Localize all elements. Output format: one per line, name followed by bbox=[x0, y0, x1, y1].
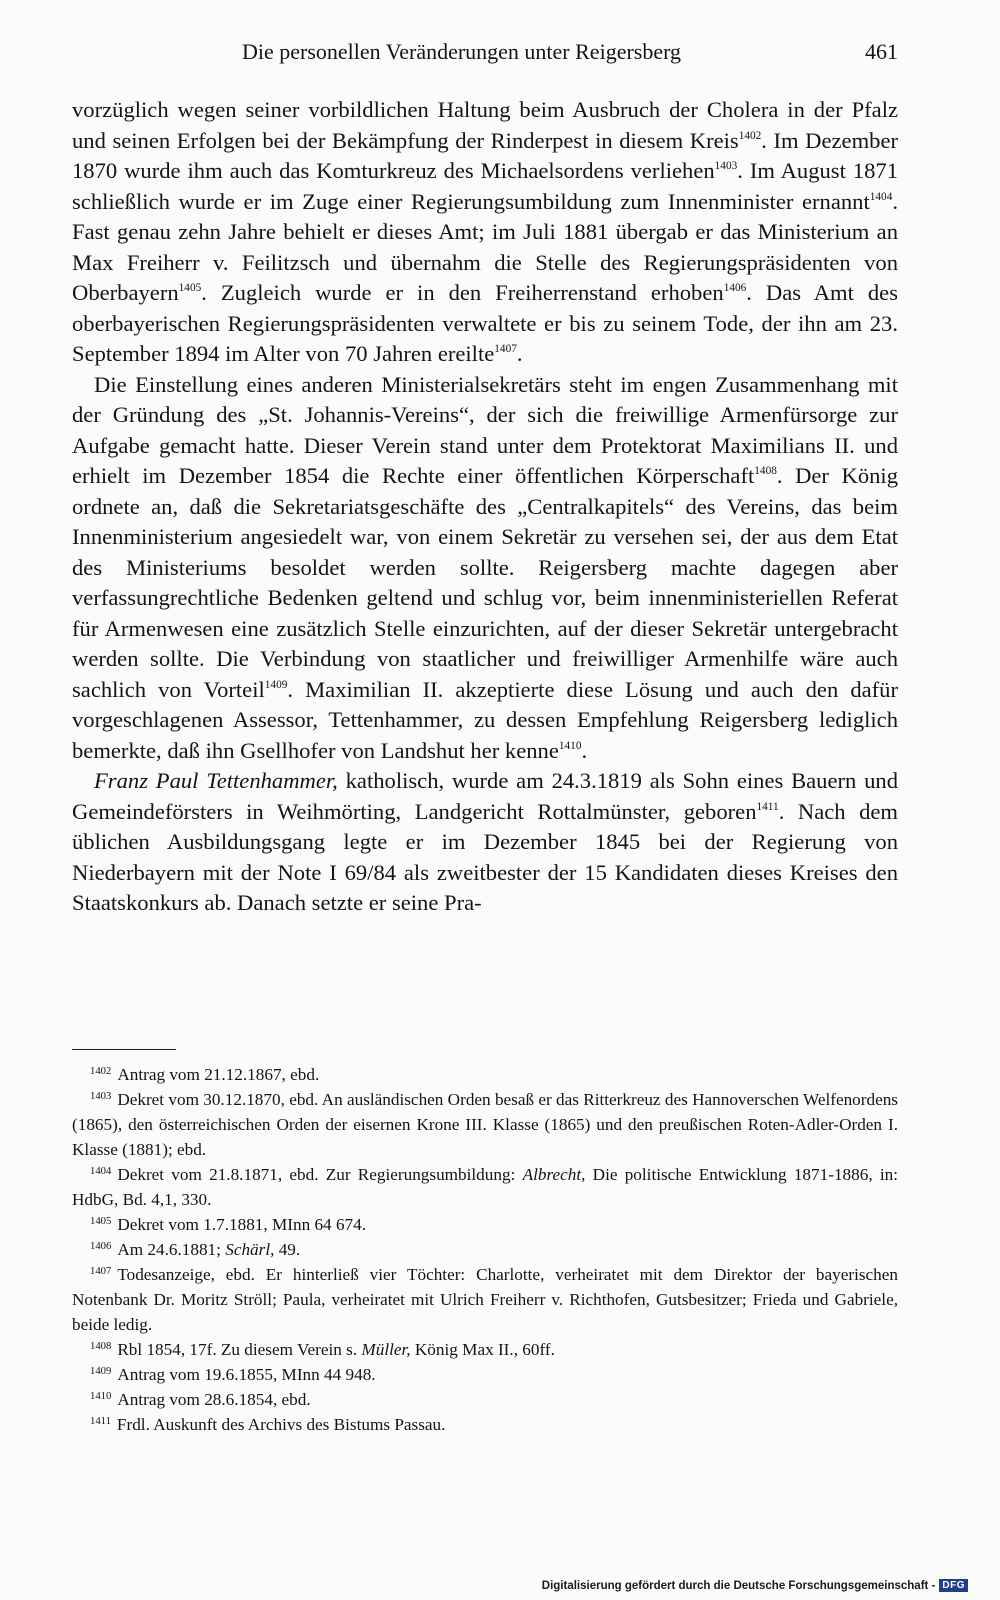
footnote-number: 1403 bbox=[90, 1091, 112, 1103]
body-text bbox=[72, 95, 898, 919]
footnote-ref: 1403 bbox=[714, 159, 738, 172]
footnote-number: 1408 bbox=[90, 1341, 112, 1353]
footnote-ref: 1407 bbox=[494, 342, 517, 355]
running-title: Die personellen Veränderungen unter Reigersberg bbox=[242, 39, 682, 64]
footnote bbox=[72, 1362, 898, 1387]
footnote bbox=[72, 1387, 898, 1412]
running-head bbox=[72, 36, 898, 68]
footnote-number: 1407 bbox=[90, 1266, 112, 1278]
digitization-credit bbox=[542, 1579, 968, 1592]
footnote bbox=[72, 1062, 898, 1087]
footnote bbox=[72, 1337, 898, 1362]
text-run: . Nach dem üblichen Ausbildungsgang legte er im Dezember 1845 bei der Regierung von Niederbayern mit der Note I 69/84 als zweitbester der 15 Kandidaten dieses Kreises den Staatskonkurs ab. Danach setzte er seine Pra- bbox=[72, 798, 898, 915]
footnote-ref: 1409 bbox=[264, 678, 288, 691]
cited-author: Schärl, bbox=[225, 1240, 275, 1259]
text-run: . Maximilian II. akzeptierte diese Lösung und auch den dafür vorgeschlagenen Assessor, Tettenhammer, zu dessen Empfehlung Reigersberg lediglich bemerkte, daß ihn Gsellhofer von Landshut her kenne bbox=[72, 676, 899, 763]
person-name: Franz Paul Tettenhammer, bbox=[94, 768, 338, 793]
footnote-number: 1402 bbox=[90, 1066, 112, 1078]
paragraph bbox=[72, 766, 898, 919]
text-run: . Der König ordnete an, daß die Sekretariatsgeschäfte des „Centralkapitels“ des Vereins, das beim Innenministerium angesiedelt war, von einem Sekretär zu versehen sei, der aus dem Etat des Ministeriums besoldet werden sollte. Reigersberg machte dagegen aber verfassungrechtliche Bedenken geltend und schlug vor, beim innenministeriellen Referat für Armenwesen eine zusätzlich Stelle einzurichten, auf der dieser Sekretär untergebracht werden sollte. Die Verbindung von staatlicher und freiwilliger Armenhilfe wäre auch sachlich von Vorteil bbox=[72, 463, 898, 702]
footnote-text: Antrag vom 28.6.1854, ebd. bbox=[117, 1390, 311, 1409]
footnote-text: Frdl. Auskunft des Archivs des Bistums Passau. bbox=[116, 1415, 446, 1434]
footnote-number: 1410 bbox=[90, 1391, 112, 1403]
footnote-number: 1409 bbox=[90, 1366, 112, 1378]
dfg-logo: DFG bbox=[939, 1579, 968, 1592]
paragraph bbox=[72, 95, 898, 370]
footnote-ref: 1411 bbox=[756, 800, 779, 813]
footnote bbox=[72, 1262, 898, 1337]
paragraph bbox=[72, 370, 898, 767]
footnote-ref: 1405 bbox=[178, 281, 202, 294]
footnote-number: 1411 bbox=[90, 1416, 111, 1428]
footnotes bbox=[72, 1062, 898, 1437]
footnote bbox=[72, 1237, 898, 1262]
footnote-number: 1404 bbox=[90, 1166, 112, 1178]
footnote-text: Antrag vom 21.12.1867, ebd. bbox=[117, 1065, 320, 1084]
footnote-text: Antrag vom 19.6.1855, MInn 44 948. bbox=[117, 1365, 376, 1384]
text-run: . Im Dezember 1870 wurde ihm auch das Komturkreuz des Michaelsordens verliehen bbox=[72, 127, 898, 183]
footnote-divider bbox=[72, 1049, 176, 1050]
text-run: . bbox=[581, 737, 588, 763]
text-run: . Zugleich wurde er in den Freiherrenstand erhoben bbox=[201, 280, 724, 305]
text-run: . Im August 1871 schließlich wurde er im Zuge einer Regierungsumbildung zum Innenminister ernannt bbox=[72, 158, 898, 214]
footnote-ref: 1404 bbox=[869, 190, 893, 203]
footnote-ref: 1408 bbox=[754, 464, 777, 477]
cited-author: Albrecht, bbox=[522, 1165, 586, 1184]
footnote-text: Dekret vom 1.7.1881, MInn 64 674. bbox=[117, 1215, 367, 1234]
text-run: katholisch, wurde am 24.3.1819 als Sohn eines Bauern und Gemeindeförsters in Weihmörting, Landgericht Rottalmünster, geboren bbox=[72, 768, 898, 824]
text-run: vorzüglich wegen seiner vorbildlichen Haltung beim Ausbruch der Cholera in der Pfalz und seinen Erfolgen bei der Bekämpfung der Rinderpest in diesem Kreis bbox=[72, 97, 898, 153]
footnote-text: Am 24.6.1881; bbox=[117, 1240, 226, 1259]
text-run: . bbox=[516, 341, 523, 366]
footnote bbox=[72, 1212, 898, 1237]
page-number: 461 bbox=[865, 39, 898, 64]
footnote bbox=[72, 1412, 898, 1437]
footnote-ref: 1410 bbox=[558, 739, 582, 752]
credit-text: Digitalisierung gefördert durch die Deutsche Forschungsgemeinschaft - bbox=[541, 1579, 936, 1592]
footnote-text: Rbl 1854, 17f. Zu diesem Verein s. bbox=[117, 1340, 362, 1359]
footnote-number: 1406 bbox=[90, 1241, 112, 1253]
footnote-text: 49. bbox=[274, 1240, 301, 1259]
footnote-text: Dekret vom 30.12.1870, ebd. An ausländischen Orden besaß er das Ritterkreuz des Hannoverschen Welfenordens (1865), den österreichischen Orden der eisernen Krone III. Klasse (1865) und den preußischen Roten-Adler-Orden I. Klasse (1881); ebd. bbox=[72, 1090, 898, 1159]
text-run: . Fast genau zehn Jahre behielt er dieses Amt; im Juli 1881 übergab er das Ministerium an Max Freiherr v. Feilitzsch und übernahm die Stelle des Regierungspräsidenten von Oberbayern bbox=[72, 188, 898, 305]
footnote-text: König Max II., 60ff. bbox=[410, 1340, 555, 1359]
cited-author: Müller, bbox=[361, 1340, 411, 1359]
text-run: . Das Amt des oberbayerischen Regierungspräsidenten verwaltete er bis zu seinem Tode, der ihn am 23. September 1894 im Alter von 70 Jahren ereilte bbox=[72, 280, 898, 366]
text-run: Die Einstellung eines anderen Ministerialsekretärs steht im engen Zusammenhang mit der Gründung des „St. Johannis-Vereins“, der sich die freiwillige Armenfürsorge zur Aufgabe gemacht hatte. Dieser Verein stand unter dem Protektorat Maximilians II. und erhielt im Dezember 1854 die Rechte einer öffentlichen Körperschaft bbox=[72, 371, 898, 488]
footnote bbox=[72, 1162, 898, 1212]
footnote-number: 1405 bbox=[90, 1216, 112, 1228]
footnote bbox=[72, 1087, 898, 1162]
footnote-text: Todesanzeige, ebd. Er hinterließ vier Töchter: Charlotte, verheiratet mit dem Direktor der bayerischen Notenbank Dr. Moritz Ströll; Paula, verheiratet mit Ulrich Freiherr v. Richthofen, Gutsbesitzer; Frieda und Gabriele, beide ledig. bbox=[72, 1265, 898, 1334]
footnote-ref: 1402 bbox=[738, 129, 762, 142]
footnote-ref: 1406 bbox=[723, 281, 747, 294]
footnote-text: Dekret vom 21.8.1871, ebd. Zur Regierungsumbildung: bbox=[117, 1165, 523, 1184]
footnote-text: Die politische Entwicklung 1871-1886, in: HdbG, Bd. 4,1, 330. bbox=[72, 1165, 898, 1209]
